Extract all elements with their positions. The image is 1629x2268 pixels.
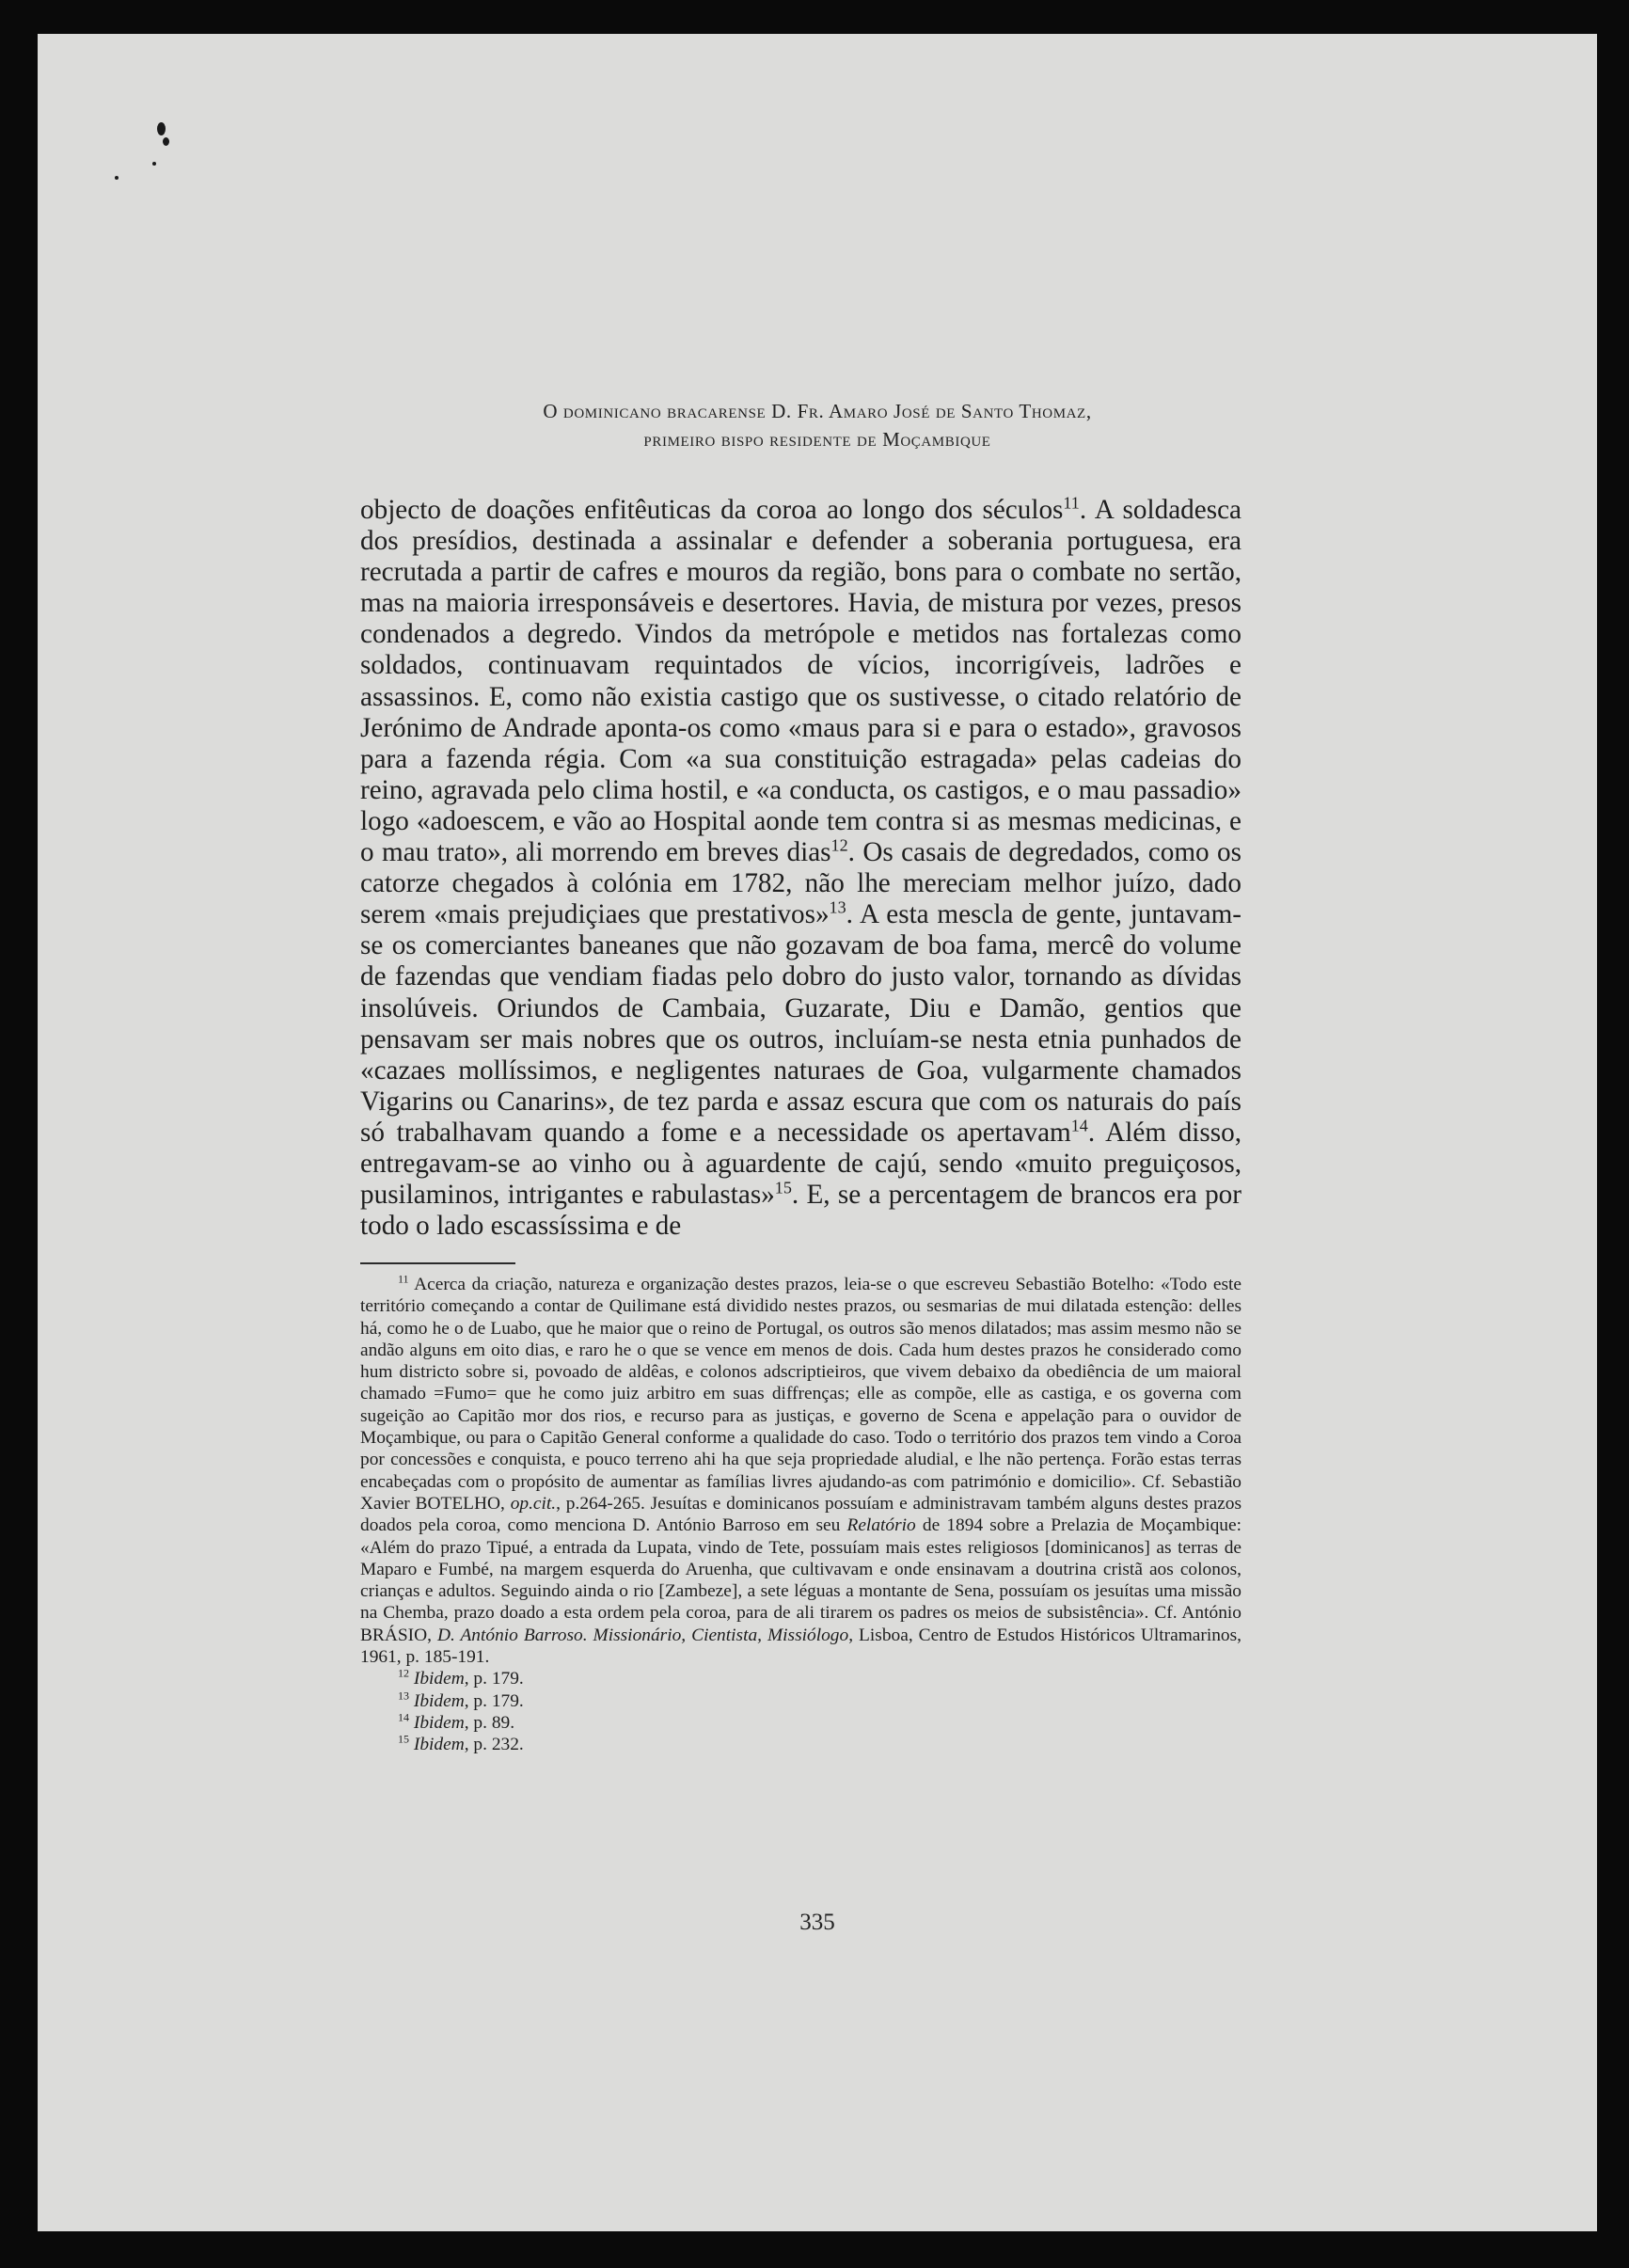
footnote-italic: Ibidem (413, 1690, 465, 1711)
footnote-text: , p. 179. (464, 1690, 524, 1711)
ink-speck (157, 122, 166, 135)
footnote-ref-13[interactable]: 13 (829, 897, 846, 917)
ink-speck (115, 176, 119, 180)
footnote-number: 13 (398, 1689, 410, 1703)
footnote-text: de 1894 sobre a Prelazia de Moçambique: «Além do prazo Tipué, a entrada da Lupata, vindo de Tete, possuíam mais estes religiosos [dominicanos] as terras de Maparo e Fumbé, na margem esquerda do Aruenha, que cultivavam e onde ensinavam a doutrina cristã aos colonos, crianças e adultos. Seguindo ainda o rio [Zambeze], a sete léguas a montante de Sena, possuíam os jesuítas uma missão na Chemba, prazo doado a esta ordem pela coroa, para de ali tirarem os padres os meios de subsistência». Cf. António BRÁSIO, (360, 1515, 1242, 1645)
body-text-segment: objecto de doações enfitêuticas da coroa ao longo dos séculos (360, 495, 1064, 525)
footnote-text: , p. 179. (464, 1669, 524, 1689)
running-header (38, 397, 1597, 453)
footnote-number: 14 (398, 1710, 410, 1724)
footnote-italic: Ibidem (413, 1735, 465, 1755)
footnote-ref-14[interactable]: 14 (1070, 1116, 1088, 1135)
footnote-italic: op.cit. (510, 1493, 557, 1514)
body-text-segment: . E, se a percentagem de brancos era por todo o lado escassíssima e de (360, 1180, 1242, 1242)
page (38, 34, 1597, 2231)
footnote-12 (360, 1668, 1242, 1689)
footnote-11 (360, 1274, 1242, 1668)
footnotes (360, 1274, 1242, 1756)
footnote-divider (360, 1262, 515, 1264)
ink-speck (152, 162, 156, 166)
body-text-segment: . A soldadesca dos presídios, destinada a assinalar e defender a soberania portuguesa, era recrutada a partir de cafres e mouros da região, bons para o combate no sertão, mas na maioria irresponsáveis e desertores. Havia, de mistura por vezes, presos condenados a degredo. Vindos da metrópole e metidos nas fortalezas como soldados, continuavam requintados de vícios, incorrigíveis, ladrões e assassinos. E, como não existia castigo que os sustivesse, o citado relatório de Jerónimo de Andrade aponta-os como «maus para si e para o estado», gravosos para a fazenda régia. Com «a sua constituição estragada» pelas cadeias do reino, agravada pelo clima hostil, e «a conducta, os castigos, e o mau passadio» logo «adoescem, e vão ao Hospital aonde tem contra si as mesmas medicinas, e o mau trato», ali morrendo em breves dias (360, 495, 1242, 868)
footnote-ref-15[interactable]: 15 (774, 1178, 792, 1197)
footnote-text: , p. 232. (464, 1735, 524, 1755)
footnote-text: , p. 89. (464, 1712, 515, 1733)
footnote-ref-12[interactable]: 12 (830, 835, 848, 855)
footnote-ref-11[interactable]: 11 (1063, 493, 1080, 513)
running-header-line-1: O dominicano bracarense D. Fr. Amaro José de Santo Thomaz, (543, 400, 1092, 422)
body-text-segment: . A esta mescla de gente, juntavam-se os comerciantes baneanes que não gozavam de boa fama, mercê do volume de fazendas que vendiam fiadas pelo dobro do justo valor, tornando as dívidas insolúveis. Oriundos de Cambaia, Guzarate, Diu e Damão, gentios que pensavam ser mais nobres que os outros, incluíam-se nesta etnia punhados de «cazaes mollíssimos, e negligentes naturaes de Goa, vulgarmente chamados Vigarins ou Canarins», de tez parda e assaz escura que com os naturais do país só trabalhavam quando a fome e a necessidade os apertavam (360, 899, 1242, 1148)
body-paragraph (360, 495, 1242, 1242)
footnote-number: 11 (398, 1272, 409, 1286)
footnote-number: 15 (398, 1732, 410, 1746)
footnote-text: , p.264-265. Jesuítas e dominicanos possuíam e administravam também alguns destes prazos doados pela coroa, como menciona D. António Barroso em seu (360, 1493, 1242, 1536)
footnote-14 (360, 1712, 1242, 1734)
footnote-13 (360, 1690, 1242, 1712)
footnote-number: 12 (398, 1666, 410, 1680)
page-number: 335 (799, 1910, 835, 1935)
ink-speck (163, 137, 169, 146)
footnote-italic: Ibidem (413, 1669, 465, 1689)
footnote-italic: Relatório (846, 1515, 916, 1536)
running-header-line-2: primeiro bispo residente de Moçambique (643, 428, 991, 451)
body-text-segment: . Os casais de degredados, como os catorze chegados à colónia em 1782, não lhe mereciam melhor juízo, dado serem «mais prejudiçiaes que prestativos» (360, 837, 1242, 930)
footnote-15 (360, 1734, 1242, 1755)
footnote-text: Acerca da criação, natureza e organização destes prazos, leia-se o que escreveu Sebastião Botelho: «Todo este território começando a contar de Quilimane está dividido nestes prazos, ou sesmarias de mui dilatada estenção: delles há, como he o de Luabo, que he maior que o reino de Portugal, os outros são menos dilatados; mas assim mesmo não se andão alguns em oito dias, e raro he o que se vence em menos de dois. Cada hum destes prazos he considerado como hum districto sobre si, povoado de aldêas, e colonos adscriptieiros, que vivem debaixo da obediência de um maioral chamado =Fumo= que he como juiz arbitro em suas diffrenças; elle as compõe, elle as castiga, e os governa com sugeição ao Capitão mor dos rios, e recurso para as justiças, e governo de Scena e appelação para o ouvidor de Moçambique, ou para o Capitão General conforme a qualidade do caso. Todo o território dos prazos tem vindo a Coroa por concessões e conquista, e pouco terreno ahi ha que seja propriedade aludial, e lhe não pertença. Forão estas terras encabeçadas com o propósito de aumentar as famílias livres ajudando-as com património e domicilio». Cf. Sebastião Xavier BOTELHO, (360, 1275, 1242, 1514)
footnote-text: , Lisboa, Centro de Estudos Históricos Ultramarinos, 1961, p. 185-191. (360, 1625, 1242, 1668)
footnote-italic: Ibidem (413, 1712, 465, 1733)
footnote-italic: D. António Barroso. Missionário, Cientista, Missiólogo (436, 1625, 849, 1645)
body-text-segment: . Além disso, entregavam-se ao vinho ou à aguardente de cajú, sendo «muito preguiçosos, pusilaminos, intrigantes e rabulastas» (360, 1117, 1242, 1211)
